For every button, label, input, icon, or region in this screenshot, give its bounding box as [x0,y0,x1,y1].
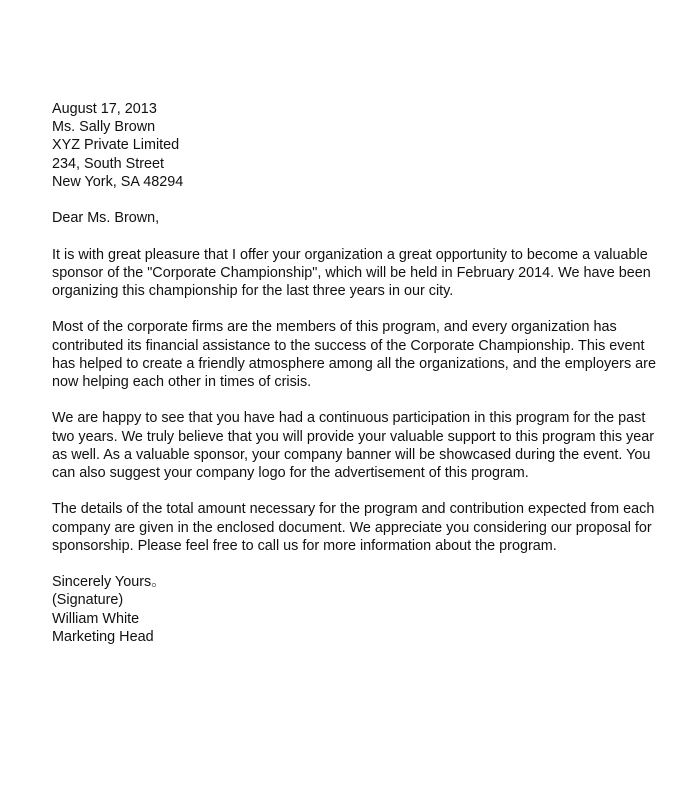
letter-closing [52,573,662,646]
paragraph-line: organizing this championship for the last three years in our city. [52,283,454,299]
paragraph-line: Most of the corporate firms are the members of this program, and every organization has [52,319,617,336]
paragraph-line: has helped to create a friendly atmosphere among all the organizations, and the employers are [52,355,656,372]
recipient-name: Ms. Sally Brown [52,119,156,136]
sender-title: Marketing Head [52,628,154,645]
body-paragraph-4 [52,500,662,555]
sender-name: William White [52,610,140,627]
recipient-city: New York, SA 48294 [52,173,184,190]
body-paragraph-1 [52,246,662,301]
salutation: Dear Ms. Brown, [52,210,160,227]
letter-header [52,100,662,191]
body-paragraph-3 [52,409,662,482]
paragraph-line: sponsorship. Please feel free to call us for more information about the program. [52,537,557,554]
paragraph-line: contributed its financial assistance to the success of the Corporate Championship. This event [52,337,645,354]
signature-placeholder: (Signature) [52,592,124,609]
letter-date: August 17, 2013 [52,101,157,117]
paragraph-line: now helping each other in times of crisis. [52,374,312,390]
paragraph-line: two years. We truly believe that you will provide your valuable support to this program this year [52,428,655,445]
valediction: Sincerely Yours。 [52,574,166,591]
paragraph-line: The details of the total amount necessary for the program and contribution expected from each [52,501,655,518]
paragraph-line: company are given in the enclosed document. We appreciate you considering our proposal for [52,519,652,536]
paragraph-line: sponsor of the "Corporate Championship", which will be held in February 2014. We have been [52,264,651,281]
paragraph-line: as well. As a valuable sponsor, your company banner will be showcased during the event. You [52,446,651,463]
recipient-company: XYZ Private Limited [52,137,180,154]
paragraph-line: We are happy to see that you have had a continuous participation in this program for the past [52,410,646,427]
paragraph-line: can also suggest your company logo for the advertisement of this program. [52,465,529,481]
body-paragraph-2 [52,318,662,391]
recipient-street: 234, South Street [52,155,165,172]
letter-salutation-block [52,209,662,227]
paragraph-line: It is with great pleasure that I offer your organization a great opportunity to become a valuable [52,246,648,263]
sponsorship-letter [52,100,662,646]
